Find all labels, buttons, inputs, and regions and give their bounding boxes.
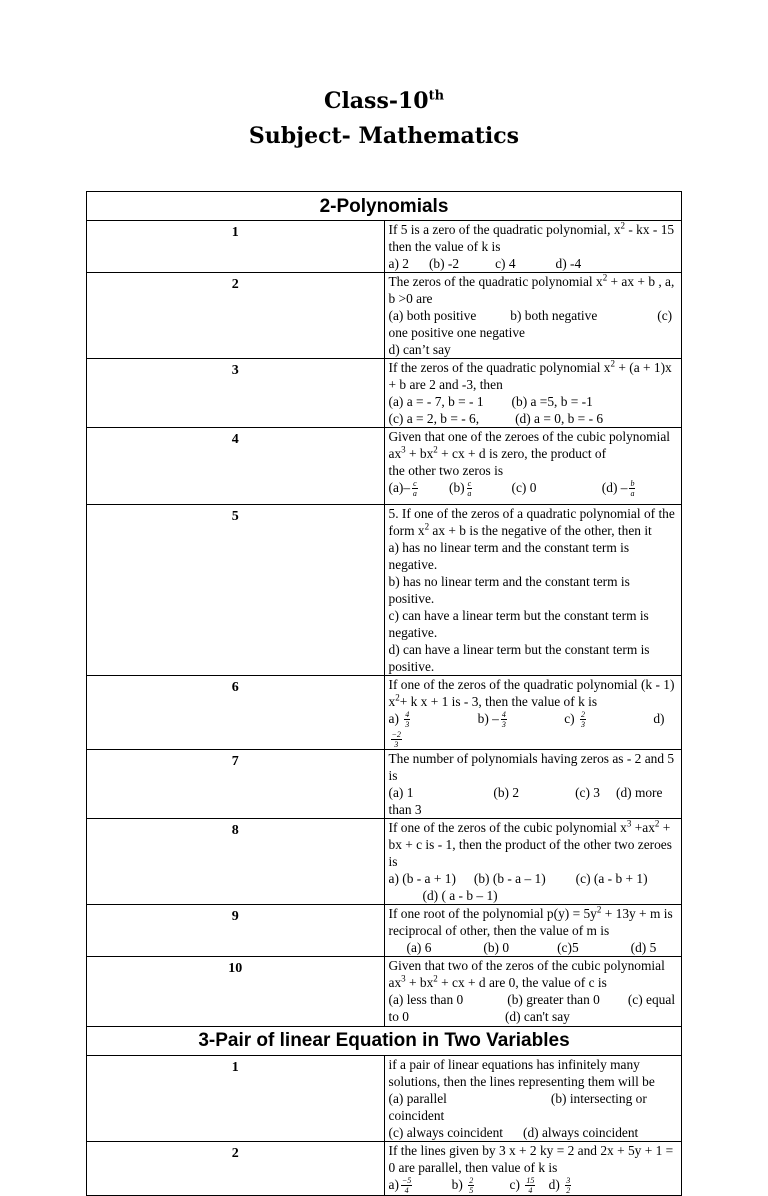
fraction: $\frac{3}{2}$	[566, 1176, 571, 1196]
option: c) $\frac{15}{4}$	[509, 1176, 535, 1196]
question-text: If the zeros of the quadratic polynomial $x^2 + (a + 1)x + b$ are 2 and -3, then (a) a = - 7, b = - 1 (b) a =5, b = -1 (c) a = 2, b = - 6, (d) a = 0, b = - 6	[384, 359, 682, 428]
question-text: If 5 is a zero of the quadratic polynomial, $x^2$ - kx - 15 then the value of k is a) 2 (b) -2 c) 4 d) -4	[384, 221, 682, 273]
option: a) has no linear term and the constant term is negative.	[388, 540, 630, 572]
section-title: 3-Pair of linear Equation in Two Variables	[87, 1026, 682, 1055]
option: (d) ( a - b – 1)	[422, 887, 498, 903]
fraction: $\frac{4}{3}$	[405, 710, 410, 730]
question-number: 1	[87, 1055, 385, 1141]
question-text: 5. If one of the zeros of a quadratic polynomial of the form $x^2$ ax + b is the negative of the other, then it a) has no linear term and the constant term is negative. b) has no linear term and the constant term is positive. c) can have a linear term but the constant term is negative. d) can have a linear term but the constant term is positive.	[384, 505, 682, 676]
question-table	[86, 191, 682, 1196]
question-row	[87, 749, 682, 818]
question-row	[87, 676, 682, 750]
option: (c) 3	[575, 784, 600, 800]
option: (a)– $\frac{c}{a}$	[388, 479, 417, 499]
question-text: The number of polynomials having zeros as - 2 and 5 is (a) 1 (b) 2 (c) 3 (d) more than 3	[384, 749, 682, 818]
fraction: $\frac{-2}{3}$	[391, 729, 401, 749]
option: d) can have a linear term but the constant term is positive.	[388, 642, 650, 674]
option: d) -4	[555, 256, 582, 271]
option: a) (b - a + 1)	[388, 870, 456, 886]
question-row	[87, 359, 682, 428]
option: (c) always coincident	[388, 1124, 504, 1140]
question-text: If one of the zeros of the quadratic polynomial (k - 1) $x^2+ k$ x + 1 is - 3, then the value of k is a) $\frac{4}{3}$ b) – $\frac{4}{3}$ c) $\frac{2}{3}$ d) $\frac{-2}{3}$	[384, 676, 682, 750]
question-number: 4	[87, 428, 385, 505]
option: (a) a = - 7, b = - 1	[388, 394, 484, 409]
fraction: $\frac{-5}{4}$	[401, 1176, 412, 1196]
option: (a) both positive	[388, 308, 477, 323]
question-row	[87, 904, 682, 956]
section-row	[87, 192, 682, 221]
question-number: 5	[87, 505, 385, 676]
section-title: 2-Polynomials	[87, 192, 682, 221]
option: b) has no linear term and the constant term is positive.	[388, 574, 630, 606]
option: a) 2	[388, 256, 409, 271]
fraction: $\frac{15}{4}$	[526, 1176, 535, 1196]
question-row	[87, 273, 682, 359]
option: d) $\frac{3}{2}$	[548, 1176, 571, 1196]
question-number: 10	[87, 956, 385, 1026]
question-number: 8	[87, 818, 385, 904]
option: b) – $\frac{4}{3}$	[477, 710, 506, 730]
option: (b) 2	[493, 784, 520, 800]
question-text: Given that two of the zeros of the cubic polynomial $ax^3 + bx^2$ + cx + d are 0, the value of c is (a) less than 0 (b) greater than 0 (c) equal to 0 (d) can't say	[384, 956, 682, 1026]
question-row	[87, 956, 682, 1026]
option: a) $\frac{-5}{4}$	[388, 1176, 412, 1196]
fraction: $\frac{4}{3}$	[501, 710, 506, 730]
question-row	[87, 428, 682, 505]
option: (d) – $\frac{b}{a}$	[601, 479, 635, 499]
question-number: 2	[87, 1141, 385, 1195]
question-number: 2	[87, 273, 385, 359]
question-number: 9	[87, 904, 385, 956]
fraction: $\frac{2}{5}$	[469, 1176, 474, 1196]
option: (a) less than 0	[388, 991, 464, 1007]
option: (c) a = 2, b = - 6,	[388, 411, 480, 426]
option: (d) more than 3	[388, 784, 663, 817]
option: (c) equal to 0	[388, 991, 676, 1024]
fraction: $\frac{c}{a}$	[467, 479, 472, 499]
question-text: Given that one of the zeroes of the cubic polynomial $ax^3 + bx^2$ + cx + d is zero, the product of the other two zeros is (a)– $\frac{c}{a}$ (b) $\frac{c}{a}$ (c) 0 (d) – $\frac{b}{a}$	[384, 428, 682, 505]
question-row	[87, 1055, 682, 1141]
question-text: If one of the zeros of the cubic polynomial $x^3 +ax^2$ + bx + c is - 1, then the product of the other two zeroes is a) (b - a + 1) (b) (b - a – 1) (c) (a - b + 1)(d) ( a - b – 1)	[384, 818, 682, 904]
section-row	[87, 1026, 682, 1055]
question-number: 7	[87, 749, 385, 818]
option: (b) -2	[428, 256, 460, 271]
option: (d) always coincident	[523, 1124, 639, 1140]
question-number: 3	[87, 359, 385, 428]
option: (d) 5	[630, 939, 657, 955]
option: d) $\frac{-2}{3}$	[391, 711, 665, 749]
question-row	[87, 818, 682, 904]
question-row	[87, 1141, 682, 1195]
class-title: Class-10th	[323, 88, 445, 114]
option: a) $\frac{4}{3}$	[388, 710, 410, 730]
option: d) can’t say	[388, 342, 451, 357]
option: (b) a =5, b = -1	[511, 394, 593, 409]
fraction: $\frac{c}{a}$	[412, 479, 417, 499]
option: c) $\frac{2}{3}$	[564, 710, 585, 730]
question-number: 6	[87, 676, 385, 750]
fraction: $\frac{2}{3}$	[580, 710, 585, 730]
question-text: The zeros of the quadratic polynomial $x^2$ + ax + b , a, b >0 are (a) both positive b) both negative (c) one positive one negative d) can’t say	[384, 273, 682, 359]
option: (a) 6	[406, 939, 432, 955]
option: (a) parallel	[388, 1090, 447, 1106]
question-text: If one root of the polynomial $p(y) = 5y^2 + 13y + m$ is reciprocal of other, then the value of m is (a) 6 (b) 0 (c)5 (d) 5	[384, 904, 682, 956]
option: (d) can't say	[504, 1008, 570, 1024]
option: b) $\frac{2}{5}$	[451, 1176, 474, 1196]
option: (b) $\frac{c}{a}$	[448, 479, 472, 499]
option: (c)5	[557, 939, 579, 955]
option: b) both negative	[510, 308, 598, 323]
option: (b) intersecting or coincident	[388, 1090, 647, 1123]
option: (c) (a - b + 1)	[575, 870, 648, 886]
option: (a) 1	[388, 784, 414, 800]
option: (b) greater than 0	[507, 991, 600, 1007]
fraction: $\frac{b}{a}$	[630, 479, 635, 499]
option: (b) 0	[483, 939, 510, 955]
question-row	[87, 505, 682, 676]
question-text: if a pair of linear equations has infinitely many solutions, then the lines representing them will be (a) parallel (b) intersecting or coincident (c) always coincident (d) always coincident	[384, 1055, 682, 1141]
subject-title: Subject- Mathematics	[248, 123, 520, 149]
option: c) can have a linear term but the constant term is negative.	[388, 608, 649, 640]
option: c) 4	[495, 256, 516, 271]
option: (b) (b - a – 1)	[473, 870, 546, 886]
option: (d) a = 0, b = - 6	[515, 411, 604, 426]
option: (c) one positive one negative	[388, 308, 673, 340]
question-number: 1	[87, 221, 385, 273]
question-row	[87, 221, 682, 273]
option: (c) 0	[511, 480, 537, 495]
question-text: If the lines given by 3 x + 2 ky = 2 and 2x + 5y + 1 = 0 are parallel, then value of k is a) $\frac{-5}{4}$ b) $\frac{2}{5}$ c) $\frac{15}{4}$ d) $\frac{3}{2}$	[384, 1141, 682, 1195]
